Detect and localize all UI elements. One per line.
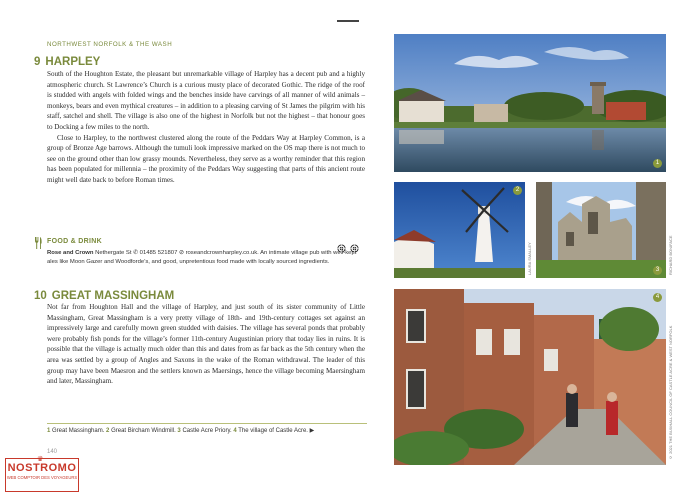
photo-bircham-windmill [394, 182, 525, 278]
logo-brand: NOSTROMO [7, 462, 77, 474]
village-street-image [394, 289, 666, 465]
photo-number-badge: 2 [513, 186, 522, 195]
cutlery-icon [34, 237, 42, 249]
caption-number: 4 [233, 428, 237, 434]
caption-text: Great Bircham Windmill. [111, 428, 176, 434]
section-title: GREAT MASSINGHAM [51, 290, 175, 302]
caption-number: 3 [177, 428, 181, 434]
caption-text: Castle Acre Priory. [182, 428, 232, 434]
priory-ruins-image [536, 182, 666, 278]
photo-number-badge: 4 [653, 293, 662, 302]
caption-number: 1 [47, 428, 51, 434]
photo-castle-acre-priory [536, 182, 666, 278]
paragraph: Close to Harpley, to the northwest clustered along the route of the Peddars Way at Harpley Common, is a group of Bronze Age barrows. Although the tumuli look impressive marked on the OS map there is not much to see on the ground other than low grassy mounds. Nevertheless, they serve as a worthy reminder that this region has been populated for millennia – the proximity of the Peddars Way suggesting that parts of this ancient route might well date back to before Roman times. [47, 133, 365, 184]
caption-text: The village of Castle Acre. ▶ [238, 428, 315, 434]
section-number: 10 [34, 290, 47, 302]
caption-text: Great Massingham. [52, 428, 105, 434]
photo-great-massingham [394, 34, 666, 172]
caption-number: 2 [106, 428, 110, 434]
photo-castle-acre-village [394, 289, 666, 465]
photo-number-badge: 3 [653, 266, 662, 275]
food-drink-listing [47, 249, 365, 267]
section-heading-harpley [34, 56, 100, 68]
crown-icon: ♛ [37, 455, 44, 463]
section-heading-great-massingham [34, 290, 174, 302]
photo-credit: RICHARD BONIFACE [668, 235, 673, 275]
registration-mark-icon [350, 244, 359, 253]
watermark-logo [5, 455, 79, 492]
food-drink-heading: FOOD & DRINK [47, 238, 102, 245]
section-title: HARPLEY [45, 56, 101, 68]
logo-tagline: WEB COMPTOIR DES VOYAGEURS [6, 475, 78, 480]
great-massingham-text [47, 302, 365, 387]
page-number: 140 [47, 449, 58, 455]
running-head: NORTHWEST NORFOLK & THE WASH [47, 41, 173, 48]
venue-details: Nethergate St ✆ 01485 521807 ⊘ roseandcrownharpley.co.uk. An intimate village pub with well-kept ales like Moon Gazer and Woodforde’s, and good, unpretentious food made with locally sourced ingredients. [47, 250, 357, 265]
registration-mark-icon [337, 244, 346, 253]
windmill-image [394, 182, 525, 278]
photo-captions [47, 423, 367, 436]
pond-village-image [394, 34, 666, 172]
harpley-text [47, 69, 365, 186]
venue-name: Rose and Crown [47, 250, 94, 256]
photo-number-badge: 1 [653, 159, 662, 168]
section-number: 9 [34, 56, 41, 68]
paragraph: Not far from Houghton Hall and the village of Harpley, and just south of its sister community of Little Massingham, Great Massingham is a very pretty village of 18th- and 19th-century cottages set against an impressively large and carefully mown green studded with daisies. The village has several ponds that probably were probably fish ponds for the village’s former 11th-century Augustinian priory that today lies in ruins. It is possible that the village is actually much older than this and dates from as far back as the 5th century when the area was settled by a group of Angles and Saxons in the wake of the Roman withdrawal. The leader of this group may have been Maesron and the settlers known as Maersings, hence the village becoming Maersingham and later, Massingham. [47, 303, 365, 386]
photo-credit: LAURA SMALLEY [527, 242, 532, 275]
photo-credit: © 2021 THE BUXHALL COUNCIL OF CASTLE ACRE & WEST NORFOLK [668, 325, 673, 460]
paragraph: South of the Houghton Estate, the pleasant but unremarkable village of Harpley has a decent pub and a highly atmospheric church. St Lawrence’s Church is a curious musty place of decorated Gothic. The ridge of the roof is studded with angels with folded wings and the benches inside have carvings of all manner of wild animals – monkeys, bears and even mythical creatures – in addition to a pleasing carving of St James the pilgrim with his staff, satchel and shell. The village is also one of the highest in Norfolk but not the highest – that honour goes to Docking a few miles to the north. [47, 70, 365, 131]
